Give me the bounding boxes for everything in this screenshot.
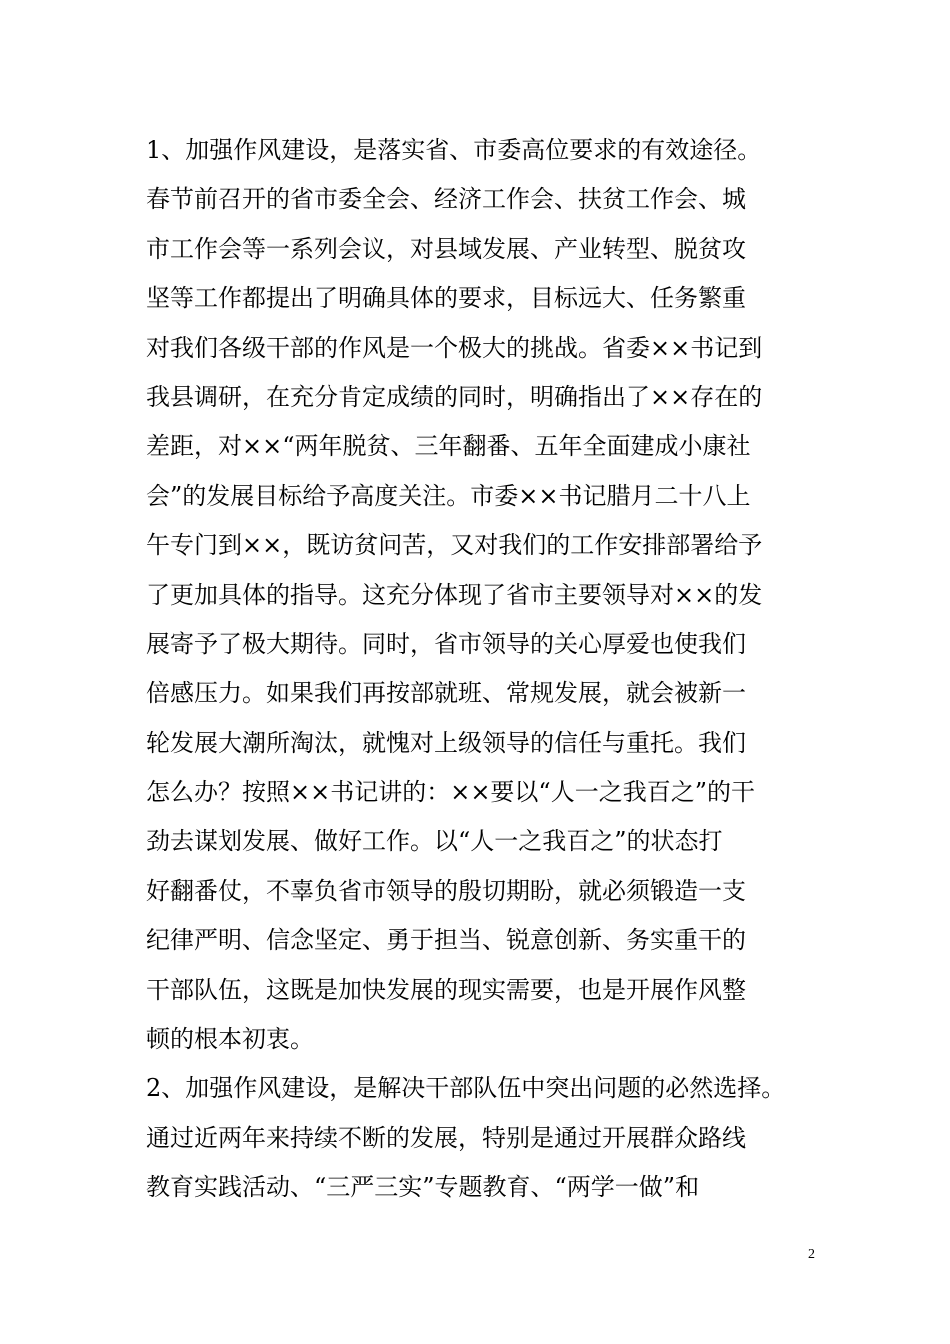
text-line: 展寄予了极大期待。同时，省市领导的关心厚爱也使我们: [146, 629, 746, 658]
text-line: 好翻番仗，不辜负省市领导的殷切期盼，就必须锻造一支: [146, 876, 746, 905]
text-line: 倍感压力。如果我们再按部就班、常规发展，就会被新一: [146, 679, 746, 708]
text-line: 我县调研，在充分肯定成绩的同时，明确指出了××存在的: [146, 382, 763, 411]
text-line: 会”的发展目标给予高度关注。市委××书记腊月二十八上: [146, 481, 751, 510]
text-line: 春节前召开的省市委全会、经济工作会、扶贫工作会、城: [146, 185, 746, 214]
text-line: 坚等工作都提出了明确具体的要求，目标远大、任务繁重: [146, 284, 746, 313]
text-line: 劲去谋划发展、做好工作。以“人一之我百之”的状态打: [146, 827, 723, 856]
text-line: 午专门到××，既访贫问苦，又对我们的工作安排部署给予: [146, 531, 763, 560]
text-line: 对我们各级干部的作风是一个极大的挑战。省委××书记到: [146, 333, 763, 362]
text-line: 2、加强作风建设，是解决干部队伍中突出问题的必然选择。: [146, 1074, 786, 1103]
body-text: [146, 126, 826, 1213]
page-number: 2: [808, 1247, 815, 1262]
text-line: 顿的根本初衷。: [146, 1025, 314, 1054]
text-line: 了更加具体的指导。这充分体现了省市主要领导对××的发: [146, 580, 763, 609]
text-line: 教育实践活动、“三严三实”专题教育、“两学一做”和: [146, 1173, 700, 1202]
text-line: 干部队伍，这既是加快发展的现实需要，也是开展作风整: [146, 975, 746, 1004]
text-line: 通过近两年来持续不断的发展，特别是通过开展群众路线: [146, 1123, 746, 1152]
text-line: 纪律严明、信念坚定、勇于担当、锐意创新、务实重干的: [146, 926, 746, 955]
text-line: 差距，对××“两年脱贫、三年翻番、五年全面建成小康社: [146, 432, 751, 461]
text-line: 轮发展大潮所淘汰，就愧对上级领导的信任与重托。我们: [146, 728, 746, 757]
text-line: 怎么办？按照××书记讲的：××要以“人一之我百之”的干: [146, 778, 755, 807]
text-line: 市工作会等一系列会议，对县域发展、产业转型、脱贫攻: [146, 234, 746, 263]
text-line: 1、加强作风建设，是落实省、市委高位要求的有效途径。: [146, 136, 762, 164]
